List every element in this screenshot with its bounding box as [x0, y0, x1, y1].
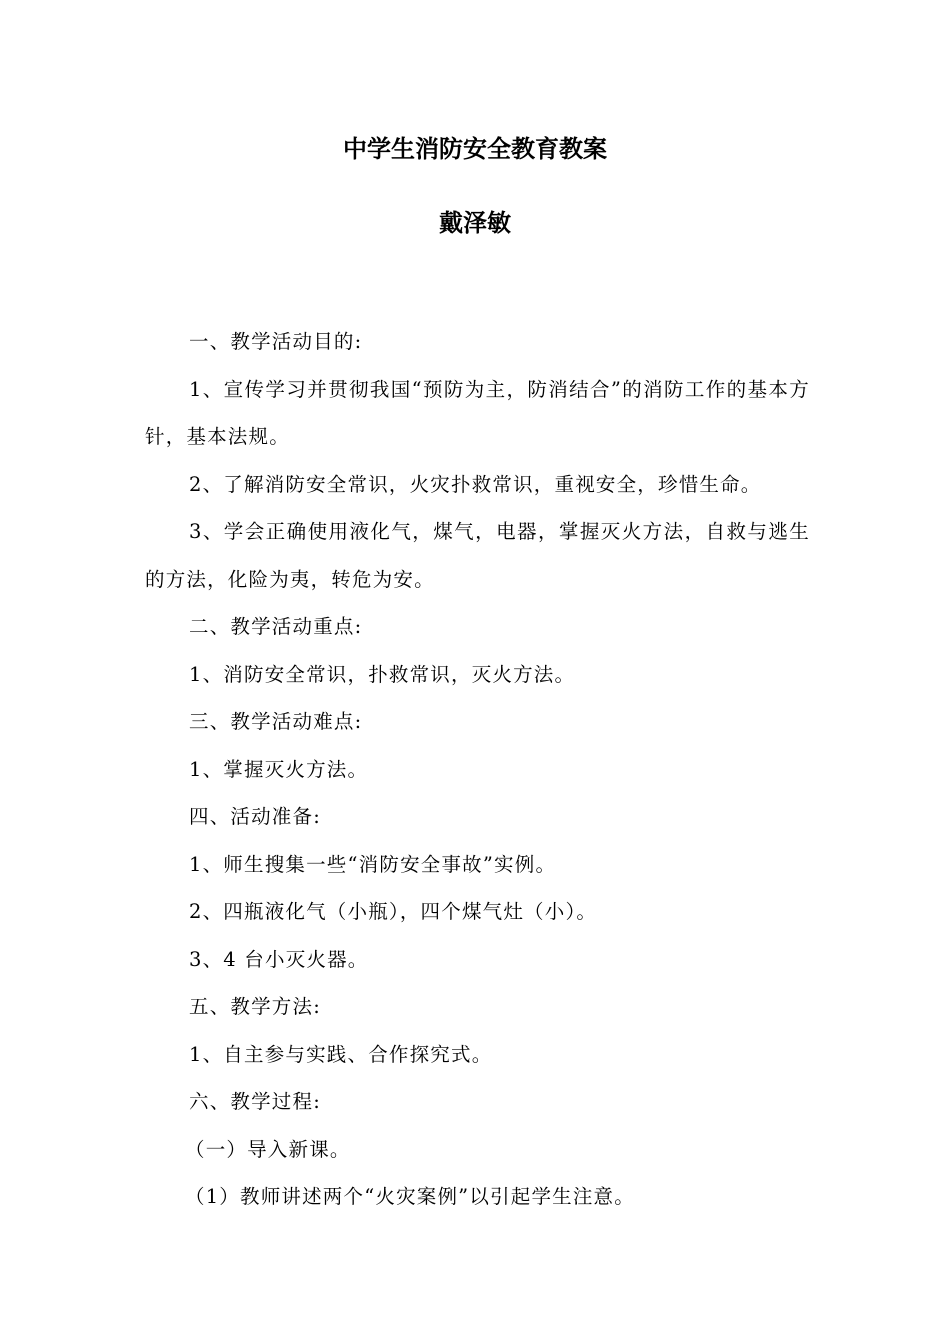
document-body: [145, 318, 810, 1221]
paragraph: （1）教师讲述两个“火灾案例”以引起学生注意。: [185, 1185, 635, 1208]
section-heading-objectives: 一、教学活动目的:: [189, 330, 363, 353]
paragraph: 1、消防安全常识，扑救常识，灭火方法。: [189, 662, 576, 686]
paragraph: 2、了解消防安全常识，火灾扑救常识，重视安全，珍惜生命。: [189, 472, 762, 496]
section-heading-preparation: 四、活动准备:: [189, 805, 321, 828]
paragraph: 2、四瓶液化气（小瓶），四个煤气灶（小）。: [189, 900, 598, 923]
paragraph: 1、自主参与实践、合作探究式。: [189, 1042, 493, 1066]
document-title: 中学生消防安全教育教案: [343, 135, 607, 163]
sub-heading: （一）导入新课。: [185, 1137, 351, 1161]
paragraph: 3、学会正确使用液化气，煤气，电器，掌握灭火方法，自救与逃生的方法，化险为夷，转危为安。: [145, 520, 810, 591]
paragraph: 1、宣传学习并贯彻我国“预防为主，防消结合”的消防工作的基本方针，基本法规。: [145, 377, 810, 448]
paragraph: 3、4 台小灭火器。: [189, 947, 369, 971]
section-heading-difficulties: 三、教学活动难点:: [189, 710, 363, 733]
section-heading-process: 六、教学过程:: [189, 1090, 321, 1113]
paragraph: 1、掌握灭火方法。: [189, 757, 369, 781]
section-heading-methods: 五、教学方法:: [189, 995, 321, 1018]
document-author: 戴泽敏: [439, 209, 511, 237]
paragraph: 1、师生搜集一些“消防安全事故”实例。: [189, 852, 557, 876]
section-heading-key-points: 二、教学活动重点:: [189, 615, 363, 638]
